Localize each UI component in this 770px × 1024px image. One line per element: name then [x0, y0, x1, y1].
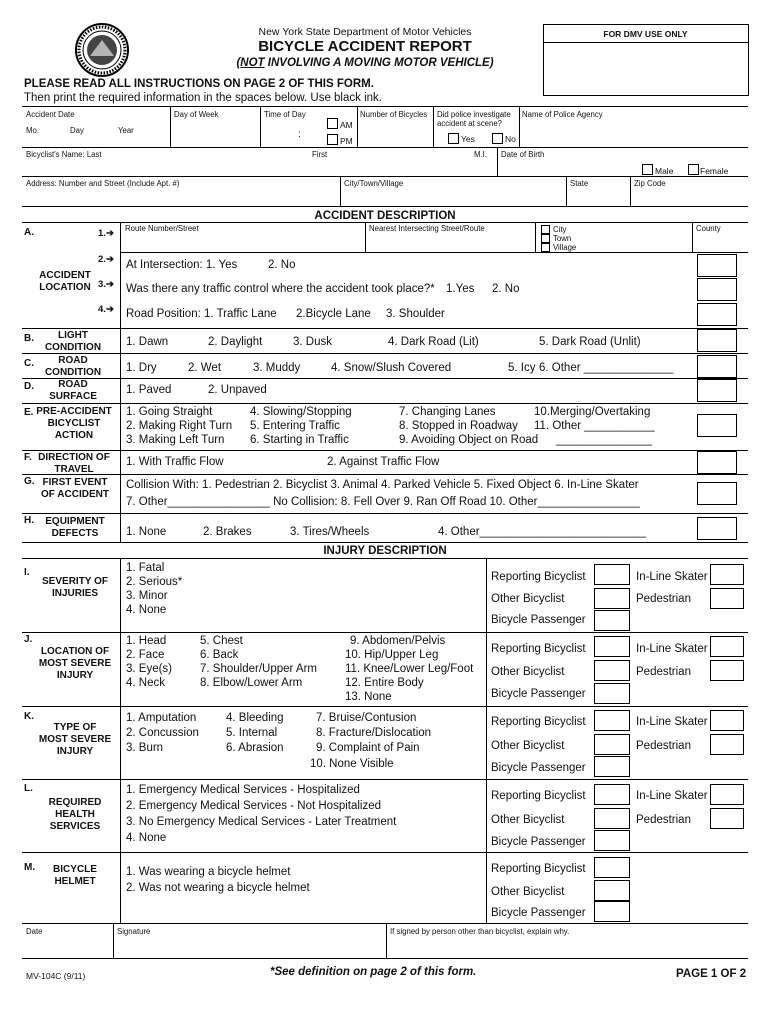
male-checkbox[interactable]: [642, 164, 653, 175]
form-number: MV-104C (9/11): [26, 971, 86, 981]
am-label: AM: [340, 120, 353, 130]
section-i-letter: I.: [24, 567, 30, 578]
zip-label: Zip Code: [634, 179, 666, 188]
location-pedestrian-box[interactable]: [710, 660, 744, 681]
health-services-label: REQUIRED HEALTH SERVICES: [48, 797, 102, 832]
instructions-bold: PLEASE READ ALL INSTRUCTIONS ON PAGE 2 OF THIS FORM.: [24, 78, 374, 90]
city-checkbox[interactable]: [541, 225, 550, 234]
day-of-week-label: Day of Week: [174, 110, 219, 119]
location-reporting-box[interactable]: [594, 636, 630, 657]
injury-type-option: 10. None Visible: [310, 758, 394, 770]
type-reporting-box[interactable]: [594, 710, 630, 731]
at-intersection-no: 2. No: [268, 259, 296, 271]
pre-accident-option: 11. Other ___________: [534, 420, 655, 432]
form-title: BICYCLE ACCIDENT REPORT: [258, 38, 472, 55]
item-4-arrow: 4.➔: [98, 304, 114, 315]
at-intersection-box[interactable]: [697, 254, 737, 277]
time-of-day-label: Time of Day: [264, 110, 306, 119]
male-label: Male: [655, 166, 674, 176]
injury-location-option: 7. Shoulder/Upper Arm: [200, 663, 317, 675]
severity-option: 1. Fatal: [126, 562, 165, 574]
pre-accident-label: PRE-ACCIDENT BICYCLIST ACTION: [36, 406, 112, 441]
helmet-option: 2. Was not wearing a bicycle helmet: [126, 882, 310, 894]
nys-seal: [74, 22, 130, 78]
village-checkbox[interactable]: [541, 243, 550, 252]
road-surface-label: ROAD SURFACE: [49, 379, 97, 402]
injury-type-option: 1. Amputation: [126, 712, 197, 724]
services-other-label: Other Bicyclist: [491, 814, 565, 826]
health-services-option: 1. Emergency Medical Services - Hospitalized: [126, 784, 360, 796]
am-checkbox[interactable]: [327, 118, 338, 129]
page-number: PAGE 1 OF 2: [676, 968, 747, 980]
type-other-label: Other Bicyclist: [491, 740, 565, 752]
location-skater-box[interactable]: [710, 636, 744, 657]
item-2-arrow: 2.➔: [98, 254, 114, 265]
services-passenger-label: Bicycle Passenger: [491, 836, 586, 848]
pm-label: PM: [340, 136, 353, 146]
light-option: 3. Dusk: [293, 336, 332, 348]
accident-description-heading: ACCIDENT DESCRIPTION: [314, 210, 456, 222]
section-a-letter: A.: [24, 227, 34, 238]
section-j-letter: J.: [24, 634, 33, 645]
pm-checkbox[interactable]: [327, 134, 338, 145]
location-reporting-label: Reporting Bicyclist: [491, 643, 586, 655]
injury-type-option: 9. Complaint of Pain: [316, 742, 420, 754]
injury-description-heading: INJURY DESCRIPTION: [323, 545, 447, 557]
city-label: City/Town/Village: [344, 179, 404, 188]
injury-location-option: 6. Back: [200, 649, 239, 661]
injury-location-option: 2. Face: [126, 649, 165, 661]
traffic-control-no: 2. No: [492, 283, 520, 295]
state-label: State: [570, 179, 589, 188]
severity-other-label: Other Bicyclist: [491, 593, 565, 605]
injury-location-option: 3. Eye(s): [126, 663, 173, 675]
number-of-bicycles-label: Number of Bicycles: [360, 110, 428, 119]
city-option: City: [553, 225, 567, 234]
type-reporting-label: Reporting Bicyclist: [491, 716, 586, 728]
police-no-checkbox[interactable]: [492, 133, 503, 144]
day-label: Day: [70, 126, 84, 135]
pre-accident-option: 2. Making Right Turn: [126, 420, 233, 432]
injury-location-option: 4. Neck: [126, 677, 165, 689]
injury-type-option: 2. Concussion: [126, 727, 199, 739]
signature-label: Signature: [117, 927, 151, 936]
pre-accident-option: 5. Entering Traffic: [250, 420, 340, 432]
injury-type-option: 5. Internal: [226, 727, 278, 739]
severity-reporting-label: Reporting Bicyclist: [491, 571, 586, 583]
injury-location-option: 13. None: [345, 691, 392, 703]
helmet-reporting-label: Reporting Bicyclist: [491, 863, 586, 875]
type-pedestrian-label: Pedestrian: [636, 740, 691, 752]
location-skater-label: In-Line Skater: [636, 643, 708, 655]
female-checkbox[interactable]: [688, 164, 699, 175]
at-intersection-question: At Intersection: 1. Yes: [126, 259, 238, 271]
agency-name: New York State Department of Motor Vehicles: [258, 26, 472, 38]
services-skater-box[interactable]: [710, 784, 744, 805]
location-passenger-box[interactable]: [594, 683, 630, 704]
injury-location-option: 12. Entire Body: [345, 677, 424, 689]
item-1-arrow: 1.➔: [98, 228, 114, 239]
location-other-box[interactable]: [594, 660, 630, 681]
type-skater-label: In-Line Skater: [636, 716, 708, 728]
helmet-other-box[interactable]: [594, 880, 630, 901]
services-passenger-box[interactable]: [594, 830, 630, 851]
equipment-defects-label: EQUIPMENT DEFECTS: [45, 516, 105, 539]
light-condition-box[interactable]: [697, 329, 737, 352]
pre-accident-option: 10.Merging/Overtaking: [534, 406, 651, 418]
light-option: 4. Dark Road (Lit): [388, 336, 479, 348]
helmet-option: 1. Was wearing a bicycle helmet: [126, 866, 291, 878]
traffic-control-yes: 1.Yes: [446, 283, 475, 295]
town-option: Town: [553, 234, 572, 243]
pre-accident-option: 8. Stopped in Roadway: [399, 420, 518, 432]
road-condition-label: ROAD CONDITION: [44, 355, 102, 378]
equipment-option: 4. Other__________________________: [438, 526, 646, 538]
severity-other-box[interactable]: [594, 588, 630, 609]
severity-passenger-box[interactable]: [594, 610, 630, 631]
injury-location-label: LOCATION OF MOST SEVERE INJURY: [38, 646, 112, 681]
pre-accident-option: 1. Going Straight: [126, 406, 213, 418]
type-pedestrian-box[interactable]: [710, 734, 744, 755]
road-position-question: Road Position: 1. Traffic Lane: [126, 308, 277, 320]
section-h-letter: H.: [24, 515, 34, 526]
location-other-label: Other Bicyclist: [491, 666, 565, 678]
item-3-arrow: 3.➔: [98, 279, 114, 290]
road-position-box[interactable]: [697, 303, 737, 326]
first-event-collision-options: Collision With: 1. Pedestrian 2. Bicyclist 3. Animal 4. Parked Vehicle 5. Fixed Object 6. In-Line Skater: [126, 479, 639, 491]
road-condition-option: 4. Snow/Slush Covered: [331, 362, 452, 374]
severity-pedestrian-label: Pedestrian: [636, 593, 691, 605]
type-passenger-box[interactable]: [594, 756, 630, 777]
section-k-letter: K.: [24, 711, 34, 722]
health-services-option: 2. Emergency Medical Services - Not Hospitalized: [126, 800, 382, 812]
road-surface-box[interactable]: [697, 379, 737, 402]
police-no-label: No: [505, 134, 516, 144]
severity-option: 2. Serious*: [126, 576, 183, 588]
severity-skater-label: In-Line Skater: [636, 571, 708, 583]
light-condition-label: LIGHT CONDITION: [44, 330, 102, 353]
road-condition-option: 2. Wet: [188, 362, 222, 374]
road-condition-box[interactable]: [697, 355, 737, 378]
section-e-letter: E.: [24, 407, 34, 418]
signed-other-label: If signed by person other than bicyclist, explain why.: [390, 927, 570, 936]
direction-option: 1. With Traffic Flow: [126, 456, 224, 468]
road-position-shoulder: 3. Shoulder: [386, 308, 445, 320]
direction-label: DIRECTION OF TRAVEL: [38, 452, 110, 475]
road-surface-option: 1. Paved: [126, 384, 172, 396]
injury-location-option: 1. Head: [126, 635, 167, 647]
road-position-bicycle-lane: 2.Bicycle Lane: [296, 308, 371, 320]
helmet-passenger-box[interactable]: [594, 901, 630, 922]
helmet-label: BICYCLE HELMET: [53, 864, 97, 887]
pre-accident-option: 4. Slowing/Stopping: [250, 406, 352, 418]
services-skater-label: In-Line Skater: [636, 790, 708, 802]
road-condition-option: 6. Other ______________: [539, 362, 674, 374]
dob-label: Date of Birth: [501, 150, 545, 159]
services-pedestrian-label: Pedestrian: [636, 814, 691, 826]
police-investigate-label: Did police investigate accident at scene?: [437, 110, 511, 128]
injury-location-option: 9. Abdomen/Pelvis: [350, 635, 446, 647]
services-pedestrian-box[interactable]: [710, 808, 744, 829]
month-label: Mo.: [26, 126, 39, 135]
injury-type-option: 7. Bruise/Contusion: [316, 712, 417, 724]
section-l-letter: L.: [24, 783, 33, 794]
severity-pedestrian-box[interactable]: [710, 588, 744, 609]
location-passenger-label: Bicycle Passenger: [491, 688, 586, 700]
section-d-letter: D.: [24, 381, 34, 392]
female-label: Female: [700, 166, 729, 176]
helmet-reporting-box[interactable]: [594, 857, 630, 878]
police-yes-checkbox[interactable]: [448, 133, 459, 144]
road-condition-option: 3. Muddy: [253, 362, 301, 374]
type-other-box[interactable]: [594, 734, 630, 755]
police-agency-label: Name of Police Agency: [522, 110, 603, 119]
first-event-no-collision-options: 7. Other________________ No Collision: 8. Fell Over 9. Ran Off Road 10. Other________________: [126, 496, 640, 508]
traffic-control-question: Was there any traffic control where the accident took place?*: [126, 283, 435, 295]
services-other-box[interactable]: [594, 808, 630, 829]
instructions: Then print the required information in the spaces below. Use black ink.: [24, 92, 382, 104]
equipment-option: 1. None: [126, 526, 167, 538]
health-services-option: 3. No Emergency Medical Services - Later Treatment: [126, 816, 397, 828]
pre-accident-option: 3. Making Left Turn: [126, 434, 225, 446]
services-reporting-label: Reporting Bicyclist: [491, 790, 586, 802]
intersecting-street-label: Nearest Intersecting Street/Route: [369, 224, 485, 233]
police-yes-label: Yes: [461, 134, 475, 144]
form-subtitle: (NOT INVOLVING A MOVING MOTOR VEHICLE): [236, 57, 494, 69]
road-condition-option: 5. Icy: [508, 362, 536, 374]
direction-box[interactable]: [697, 451, 737, 474]
village-option: Village: [553, 243, 577, 252]
injury-type-option: 4. Bleeding: [226, 712, 284, 724]
equipment-option: 2. Brakes: [203, 526, 252, 538]
helmet-other-label: Other Bicyclist: [491, 886, 565, 898]
services-reporting-box[interactable]: [594, 784, 630, 805]
first-name-label: First: [312, 150, 328, 159]
section-c-letter: C.: [24, 358, 34, 369]
light-option: 1. Dawn: [126, 336, 169, 348]
injury-location-option: 8. Elbow/Lower Arm: [200, 677, 303, 689]
footnote: *See definition on page 2 of this form.: [270, 966, 477, 978]
type-skater-box[interactable]: [710, 710, 744, 731]
dmv-use-label: FOR DMV USE ONLY: [603, 29, 688, 39]
injury-type-label: TYPE OF MOST SEVERE INJURY: [38, 722, 112, 757]
accident-date-label: Accident Date: [26, 110, 75, 119]
date-label: Date: [26, 927, 43, 936]
pre-accident-other-line: _______________: [556, 434, 652, 446]
year-label: Year: [118, 126, 134, 135]
injury-type-option: 8. Fracture/Dislocation: [316, 727, 432, 739]
severity-option: 3. Minor: [126, 590, 168, 602]
light-option: 2. Daylight: [208, 336, 263, 348]
section-m-letter: M.: [24, 862, 36, 873]
pre-accident-box[interactable]: [697, 414, 737, 437]
severity-reporting-box[interactable]: [594, 564, 630, 585]
severity-label: SEVERITY OF INJURIES: [42, 576, 108, 599]
equipment-box[interactable]: [697, 517, 737, 540]
section-f-letter: F.: [24, 452, 32, 463]
injury-location-option: 10. Hip/Upper Leg: [345, 649, 439, 661]
injury-location-option: 11. Knee/Lower Leg/Foot: [345, 663, 474, 675]
county-label: County: [696, 224, 721, 233]
helmet-passenger-label: Bicycle Passenger: [491, 907, 586, 919]
cyclist-name-label: Bicyclist's Name: Last: [26, 150, 102, 159]
direction-option: 2. Against Traffic Flow: [327, 456, 440, 468]
mi-label: M.I.: [474, 150, 487, 159]
section-b-letter: B.: [24, 333, 34, 344]
first-event-box[interactable]: [697, 482, 737, 505]
location-pedestrian-label: Pedestrian: [636, 666, 691, 678]
section-g-letter: G.: [24, 476, 35, 487]
light-option: 5. Dark Road (Unlit): [539, 336, 641, 348]
severity-passenger-label: Bicycle Passenger: [491, 614, 586, 626]
accident-location-label: ACCIDENT LOCATION: [39, 270, 91, 293]
first-event-label: FIRST EVENT OF ACCIDENT: [41, 477, 109, 500]
pre-accident-option: 6. Starting in Traffic: [250, 434, 349, 446]
health-services-option: 4. None: [126, 832, 167, 844]
type-passenger-label: Bicycle Passenger: [491, 762, 586, 774]
severity-skater-box[interactable]: [710, 564, 744, 585]
equipment-option: 3. Tires/Wheels: [290, 526, 370, 538]
pre-accident-option: 7. Changing Lanes: [399, 406, 496, 418]
injury-type-option: 6. Abrasion: [226, 742, 284, 754]
pre-accident-option: 9. Avoiding Object on Road: [399, 434, 539, 446]
road-condition-option: 1. Dry: [126, 362, 157, 374]
severity-option: 4. None: [126, 604, 167, 616]
town-checkbox[interactable]: [541, 234, 550, 243]
injury-type-option: 3. Burn: [126, 742, 164, 754]
traffic-control-box[interactable]: [697, 278, 737, 301]
address-label: Address: Number and Street (Include Apt. #): [26, 179, 180, 188]
time-colon: :: [298, 128, 301, 140]
route-label: Route Number/Street: [125, 224, 199, 233]
road-surface-option: 2. Unpaved: [208, 384, 267, 396]
injury-location-option: 5. Chest: [200, 635, 243, 647]
